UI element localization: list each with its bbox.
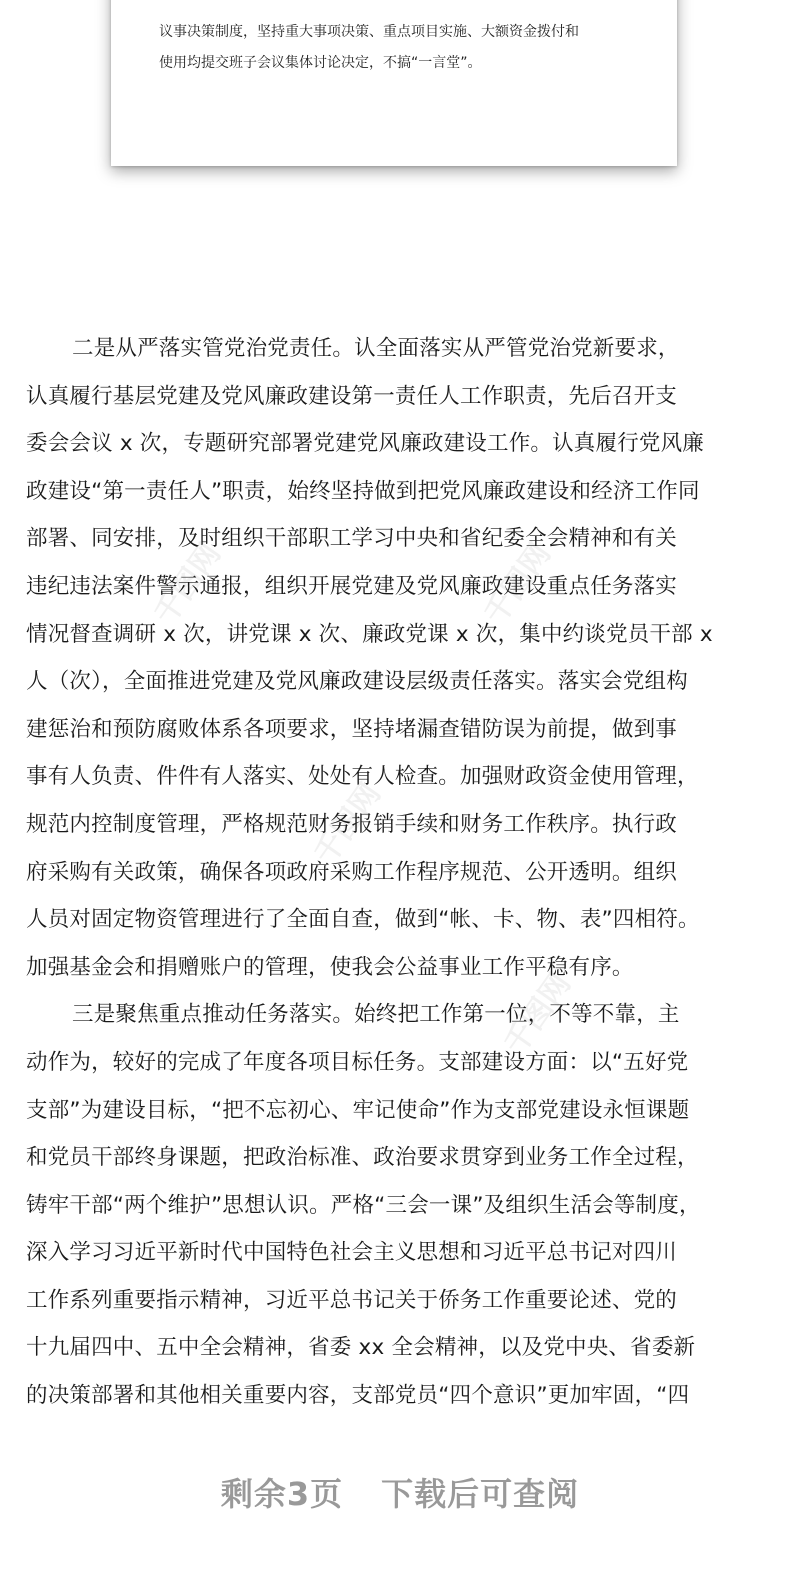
- paragraph-line: 委会会议 x 次，专题研究部署党建党风廉政建设工作。认真履行党风廉: [26, 431, 704, 457]
- paragraph-line: 支部”为建设目标，“把不忘初心、牢记使命”作为支部党建设永恒课题: [26, 1097, 690, 1123]
- paragraph-line: 部署、同安排，及时组织干部职工学习中央和省纪委全会精神和有关: [26, 526, 678, 552]
- watermark: 千图网: [307, 777, 389, 871]
- watermark: 千图网: [497, 967, 579, 1061]
- paragraph-line: 三是聚焦重点推动任务落实。始终把工作第一位，不等不靠，主: [72, 1002, 680, 1028]
- paragraph-line: 府采购有关政策，确保各项政府采购工作程序规范、公开透明。组织: [26, 859, 678, 885]
- preview-line: 使用均提交班子会议集体讨论决定，不搞“一言堂”。: [159, 55, 482, 71]
- paragraph-line: 政建设“第一责任人”职责，始终坚持做到把党风廉政建设和经济工作同: [26, 478, 700, 504]
- preview-page-card: [111, 0, 677, 166]
- paragraph-line: 铸牢干部“两个维护”思想认识。严格“三会一课”及组织生活会等制度，: [26, 1192, 701, 1218]
- paragraph-line: 人员对固定物资管理进行了全面自查，做到“帐、卡、物、表”四相符。: [26, 907, 700, 933]
- paragraph-line: 十九届四中、五中全会精神，省委 xx 全会精神，以及党中央、省委新: [26, 1335, 696, 1361]
- download-prompt[interactable]: [0, 1462, 800, 1522]
- paragraph-line: 的决策部署和其他相关重要内容，支部党员“四个意识”更加牢固，“四: [26, 1383, 690, 1409]
- preview-line-cut: [159, 0, 637, 17]
- paragraph-line: 和党员干部终身课题，把政治标准、政治要求贯穿到业务工作全过程，: [26, 1145, 699, 1171]
- paragraph-line: 二是从严落实管党治党责任。认全面落实从严管党治党新要求，: [72, 336, 680, 361]
- preview-line: 议事决策制度，坚持重大事项决策、重点项目实施、大额资金拨付和: [159, 24, 579, 40]
- paragraph-line: 认真履行基层党建及党风廉政建设第一责任人工作职责，先后召开支: [26, 383, 678, 409]
- remaining-pages-label: 剩余3页: [220, 1475, 344, 1513]
- watermark: 千图网: [477, 537, 559, 631]
- paragraph-line: 规范内控制度管理，严格规范财务报销手续和财务工作秩序。执行政: [26, 811, 678, 837]
- paragraph-line: 建惩治和预防腐败体系各项要求，坚持堵漏查错防误为前提，做到事: [26, 716, 678, 742]
- paragraph-line: 情况督查调研 x 次，讲党课 x 次、廉政党课 x 次，集中约谈党员干部 x: [26, 621, 713, 647]
- paragraph-line: 人（次），全面推进党建及党风廉政建设层级责任落实。落实会党组构: [26, 669, 688, 695]
- paragraph-line: 深入学习习近平新时代中国特色社会主义思想和习近平总书记对四川: [26, 1240, 678, 1266]
- paragraph-line: 加强基金会和捐赠账户的管理，使我会公益事业工作平稳有序。: [26, 954, 634, 980]
- download-to-view-label[interactable]: 下载后可查阅: [381, 1475, 580, 1513]
- paragraph-line: 违纪违法案件警示通报，组织开展党建及党风廉政建设重点任务落实: [26, 573, 678, 599]
- watermark: 千图网: [147, 537, 229, 631]
- document-body: [26, 325, 774, 1420]
- paragraph-line: 工作系列重要指示精神，习近平总书记关于侨务工作重要论述、党的: [26, 1287, 678, 1313]
- paragraph-line: 动作为，较好的完成了年度各项目标任务。支部建设方面：以“五好党: [26, 1049, 689, 1075]
- paragraph-line: 事有人负责、件件有人落实、处处有人检查。加强财政资金使用管理，: [26, 764, 699, 790]
